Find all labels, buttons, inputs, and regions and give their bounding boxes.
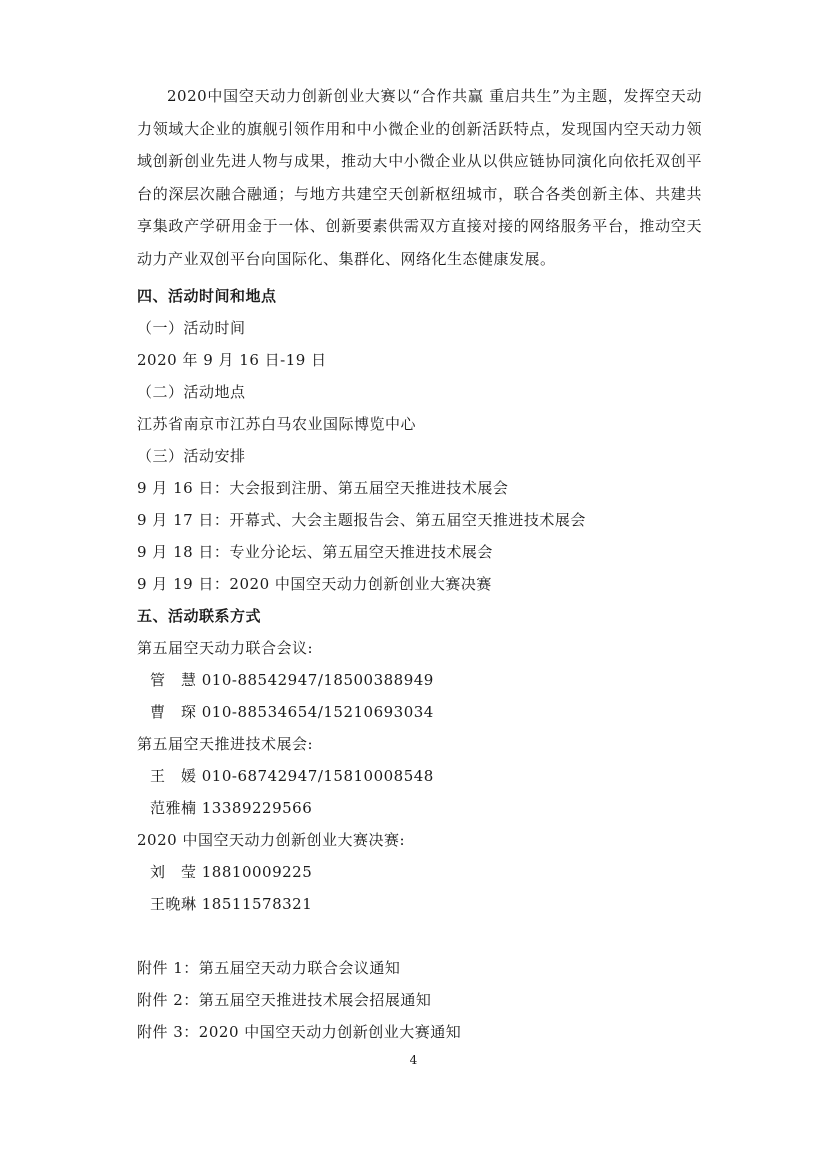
contact-group-label: 第五届空天动力联合会议: xyxy=(137,639,314,657)
intro-paragraph: 2020中国空天动力创新创业大赛以“合作共赢 重启共生”为主题，发挥空天动力领域大企业的旗舰引领作用和中小微企业的创新活跃特点，发现国内空天动力领域创新创业先进人物与成果，推动大中小微企业从以供应链协同演化向依托双创平台的深层次融合融通；与地方共建空天创新枢纽城市，联合各类创新主体、共建共享集政产学研用金于一体、创新要素供需双方直接对接的网络服务平台，推动空天动力产业双创平台向国际化、集群化、网络化生态健康发展。 xyxy=(137,87,702,268)
contact-group-label: 第五届空天推进技术展会: xyxy=(137,735,314,753)
schedule-item: 9 月 16 日：大会报到注册、第五届空天推进技术展会 xyxy=(137,479,509,497)
contact-entry: 刘 莹 18810009225 xyxy=(150,863,313,881)
attachment-item: 附件 3：2020 中国空天动力创新创业大赛通知 xyxy=(137,1023,462,1041)
contact-entry: 王 媛 010-68742947/15810008548 xyxy=(150,767,434,785)
section5-heading: 五、活动联系方式 xyxy=(137,607,262,625)
schedule-label: （三）活动安排 xyxy=(137,447,246,465)
section4-heading: 四、活动时间和地点 xyxy=(137,287,277,305)
page-number: 4 xyxy=(409,1053,418,1067)
attachment-item: 附件 2：第五届空天推进技术展会招展通知 xyxy=(137,991,432,1009)
contact-entry: 王晚琳 18511578321 xyxy=(150,895,313,913)
time-label: （一）活动时间 xyxy=(137,319,246,337)
contact-group-label: 2020 中国空天动力创新创业大赛决赛: xyxy=(137,831,405,849)
schedule-item: 9 月 19 日：2020 中国空天动力创新创业大赛决赛 xyxy=(137,575,492,593)
contact-entry: 曹 琛 010-88534654/15210693034 xyxy=(150,703,434,721)
schedule-item: 9 月 17 日：开幕式、大会主题报告会、第五届空天推进技术展会 xyxy=(137,511,586,529)
contact-entry: 管 慧 010-88542947/18500388949 xyxy=(150,671,434,689)
attachment-item: 附件 1：第五届空天动力联合会议通知 xyxy=(137,959,401,977)
place-value: 江苏省南京市江苏白马农业国际博览中心 xyxy=(137,415,417,433)
time-value: 2020 年 9 月 16 日-19 日 xyxy=(137,351,327,369)
contact-entry: 范雅楠 13389229566 xyxy=(150,799,313,817)
schedule-item: 9 月 18 日：专业分论坛、第五届空天推进技术展会 xyxy=(137,543,493,561)
place-label: （二）活动地点 xyxy=(137,383,246,401)
